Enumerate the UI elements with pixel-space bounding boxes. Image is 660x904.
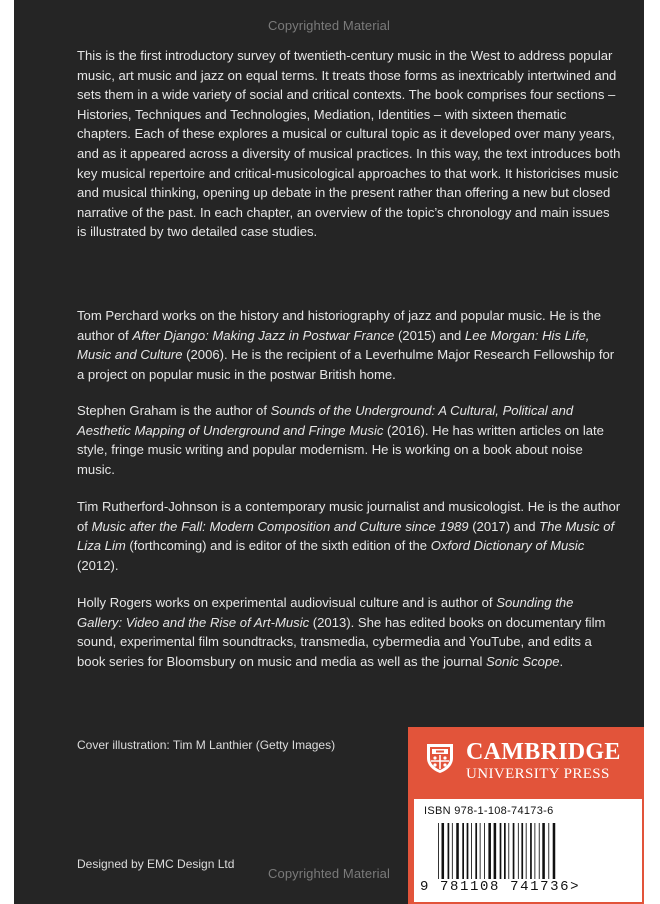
ean-first-digit: 9 bbox=[420, 879, 431, 895]
bio-text: (2006). He is the recipient of a Leverhulme Major Research Fellowship for a project on popular music in the postwar British home. bbox=[77, 347, 615, 382]
barcode-bar bbox=[526, 823, 527, 879]
barcode-box bbox=[414, 799, 642, 902]
book-title: Oxford Dictionary of Music bbox=[430, 538, 585, 554]
back-cover bbox=[14, 0, 644, 904]
book-blurb: This is the first introductory survey of twentieth-century music in the West to address popular music, art music and jazz on equal terms. It treats those forms as inextricably intertwined and sets them in a wide variety of social and critical contexts. The book comprises four sections – Histories, Techniques and Technologies, Mediation, Identities – with sixteen thematic chapters. Each of these explores a musical or cultural topic as it developed over many years, and as it appeared across a diversity of musical practices. In this way, the text introduces both key musical repertoire and critical-musicological approaches to that work. It historicises music and musical thinking, opening up debate in the present rather than offering a new but closed narrative of the past. In each chapter, an overview of the topic’s chronology and main issues is illustrated by two detailed case studies. bbox=[77, 48, 621, 240]
barcode-bar bbox=[448, 823, 450, 879]
author-bio-graham bbox=[77, 401, 622, 479]
bio-text: (forthcoming) and is editor of the sixth edition of the bbox=[125, 538, 431, 554]
barcode-bar bbox=[542, 823, 545, 879]
barcode-bar bbox=[500, 823, 502, 879]
barcode-bar bbox=[539, 823, 540, 879]
author-bio-perchard bbox=[77, 306, 622, 384]
barcode-bars bbox=[436, 823, 628, 879]
isbn-label: ISBN 978-1-108-74173-6 bbox=[424, 805, 554, 817]
barcode-bar bbox=[521, 823, 523, 879]
cambridge-shield-icon bbox=[425, 742, 455, 774]
bio-text: (2013). She has edited books on documentary film sound, experimental film soundtracks, transmedia, cybermedia and YouTube, and edits a book series for Bloomsbury on music and media as well as the journal bbox=[77, 614, 606, 669]
author-bio-rogers bbox=[77, 593, 622, 671]
barcode-bar bbox=[530, 823, 532, 879]
barcode-bar bbox=[462, 823, 464, 879]
author-bio-rutherford-johnson bbox=[77, 497, 622, 575]
barcode-bar bbox=[442, 823, 445, 879]
barcode-bar bbox=[488, 823, 491, 879]
book-title: Lee Morgan: His Life, Music and Culture bbox=[77, 327, 590, 363]
barcode-bar bbox=[467, 823, 469, 879]
barcode-bar bbox=[494, 823, 497, 879]
bio-text: Holly Rogers works on experimental audiovisual culture and is author of bbox=[77, 595, 497, 610]
book-title: Music after the Fall: Modern Composition and Culture since 1989 bbox=[91, 518, 469, 534]
barcode-bar bbox=[513, 823, 515, 879]
barcode-bar bbox=[456, 823, 459, 879]
barcode-bar bbox=[471, 823, 472, 879]
bio-text: Tom Perchard works on the history and historiography of jazz and popular music. He is the author of bbox=[77, 308, 602, 343]
book-title: Sounding the Gallery: Video and the Rise of Art-Music bbox=[77, 595, 574, 630]
bio-text: (2017) and bbox=[468, 518, 540, 534]
ean-group-1: 781108 bbox=[440, 879, 501, 895]
bio-text: (2016). He has written articles on late style, fringe music writing and popular modernism. He is working on a book about noise music. bbox=[77, 422, 604, 477]
barcode-bar bbox=[548, 823, 549, 879]
watermark-top: Copyrighted Material bbox=[268, 18, 390, 33]
cover-illustration-credit: Cover illustration: Tim M Lanthier (Getty Images) bbox=[77, 738, 336, 752]
barcode-bar bbox=[452, 823, 453, 879]
barcode-bar bbox=[438, 823, 439, 879]
book-title: After Django: Making Jazz in Postwar France bbox=[132, 327, 395, 343]
publisher-name: CAMBRIDGE bbox=[466, 739, 621, 765]
bio-text: Stephen Graham is the author of bbox=[77, 403, 271, 418]
bio-text: Tim Rutherford-Johnson is a contemporary music journalist and musicologist. He is the author of bbox=[77, 499, 621, 534]
journal-title: Sonic Scope bbox=[486, 653, 560, 669]
book-title: The Music of Liza Lim bbox=[77, 518, 615, 554]
ean-digits bbox=[420, 879, 640, 895]
barcode-bar bbox=[508, 823, 509, 879]
barcode-bar bbox=[480, 823, 481, 879]
barcode-bar bbox=[534, 823, 535, 879]
bio-text: . bbox=[559, 653, 564, 669]
ean-group-2: 741736 bbox=[510, 879, 571, 895]
publisher-press: UNIVERSITY PRESS bbox=[466, 766, 610, 782]
watermark-bottom: Copyrighted Material bbox=[268, 866, 390, 881]
ean-tail: > bbox=[570, 879, 581, 895]
barcode-bar bbox=[553, 823, 556, 879]
publisher-panel bbox=[408, 727, 644, 904]
bio-text: (2015) and bbox=[394, 327, 465, 343]
barcode-bar bbox=[475, 823, 477, 879]
design-credit: Designed by EMC Design Ltd bbox=[77, 857, 235, 871]
book-title: Sounds of the Underground: A Cultural, Political and Aesthetic Mapping of Underground and Fringe Music bbox=[77, 403, 574, 438]
barcode-bar bbox=[484, 823, 485, 879]
barcode-bar bbox=[504, 823, 506, 879]
barcode-bar bbox=[518, 823, 519, 879]
bio-text: (2012). bbox=[77, 557, 119, 573]
